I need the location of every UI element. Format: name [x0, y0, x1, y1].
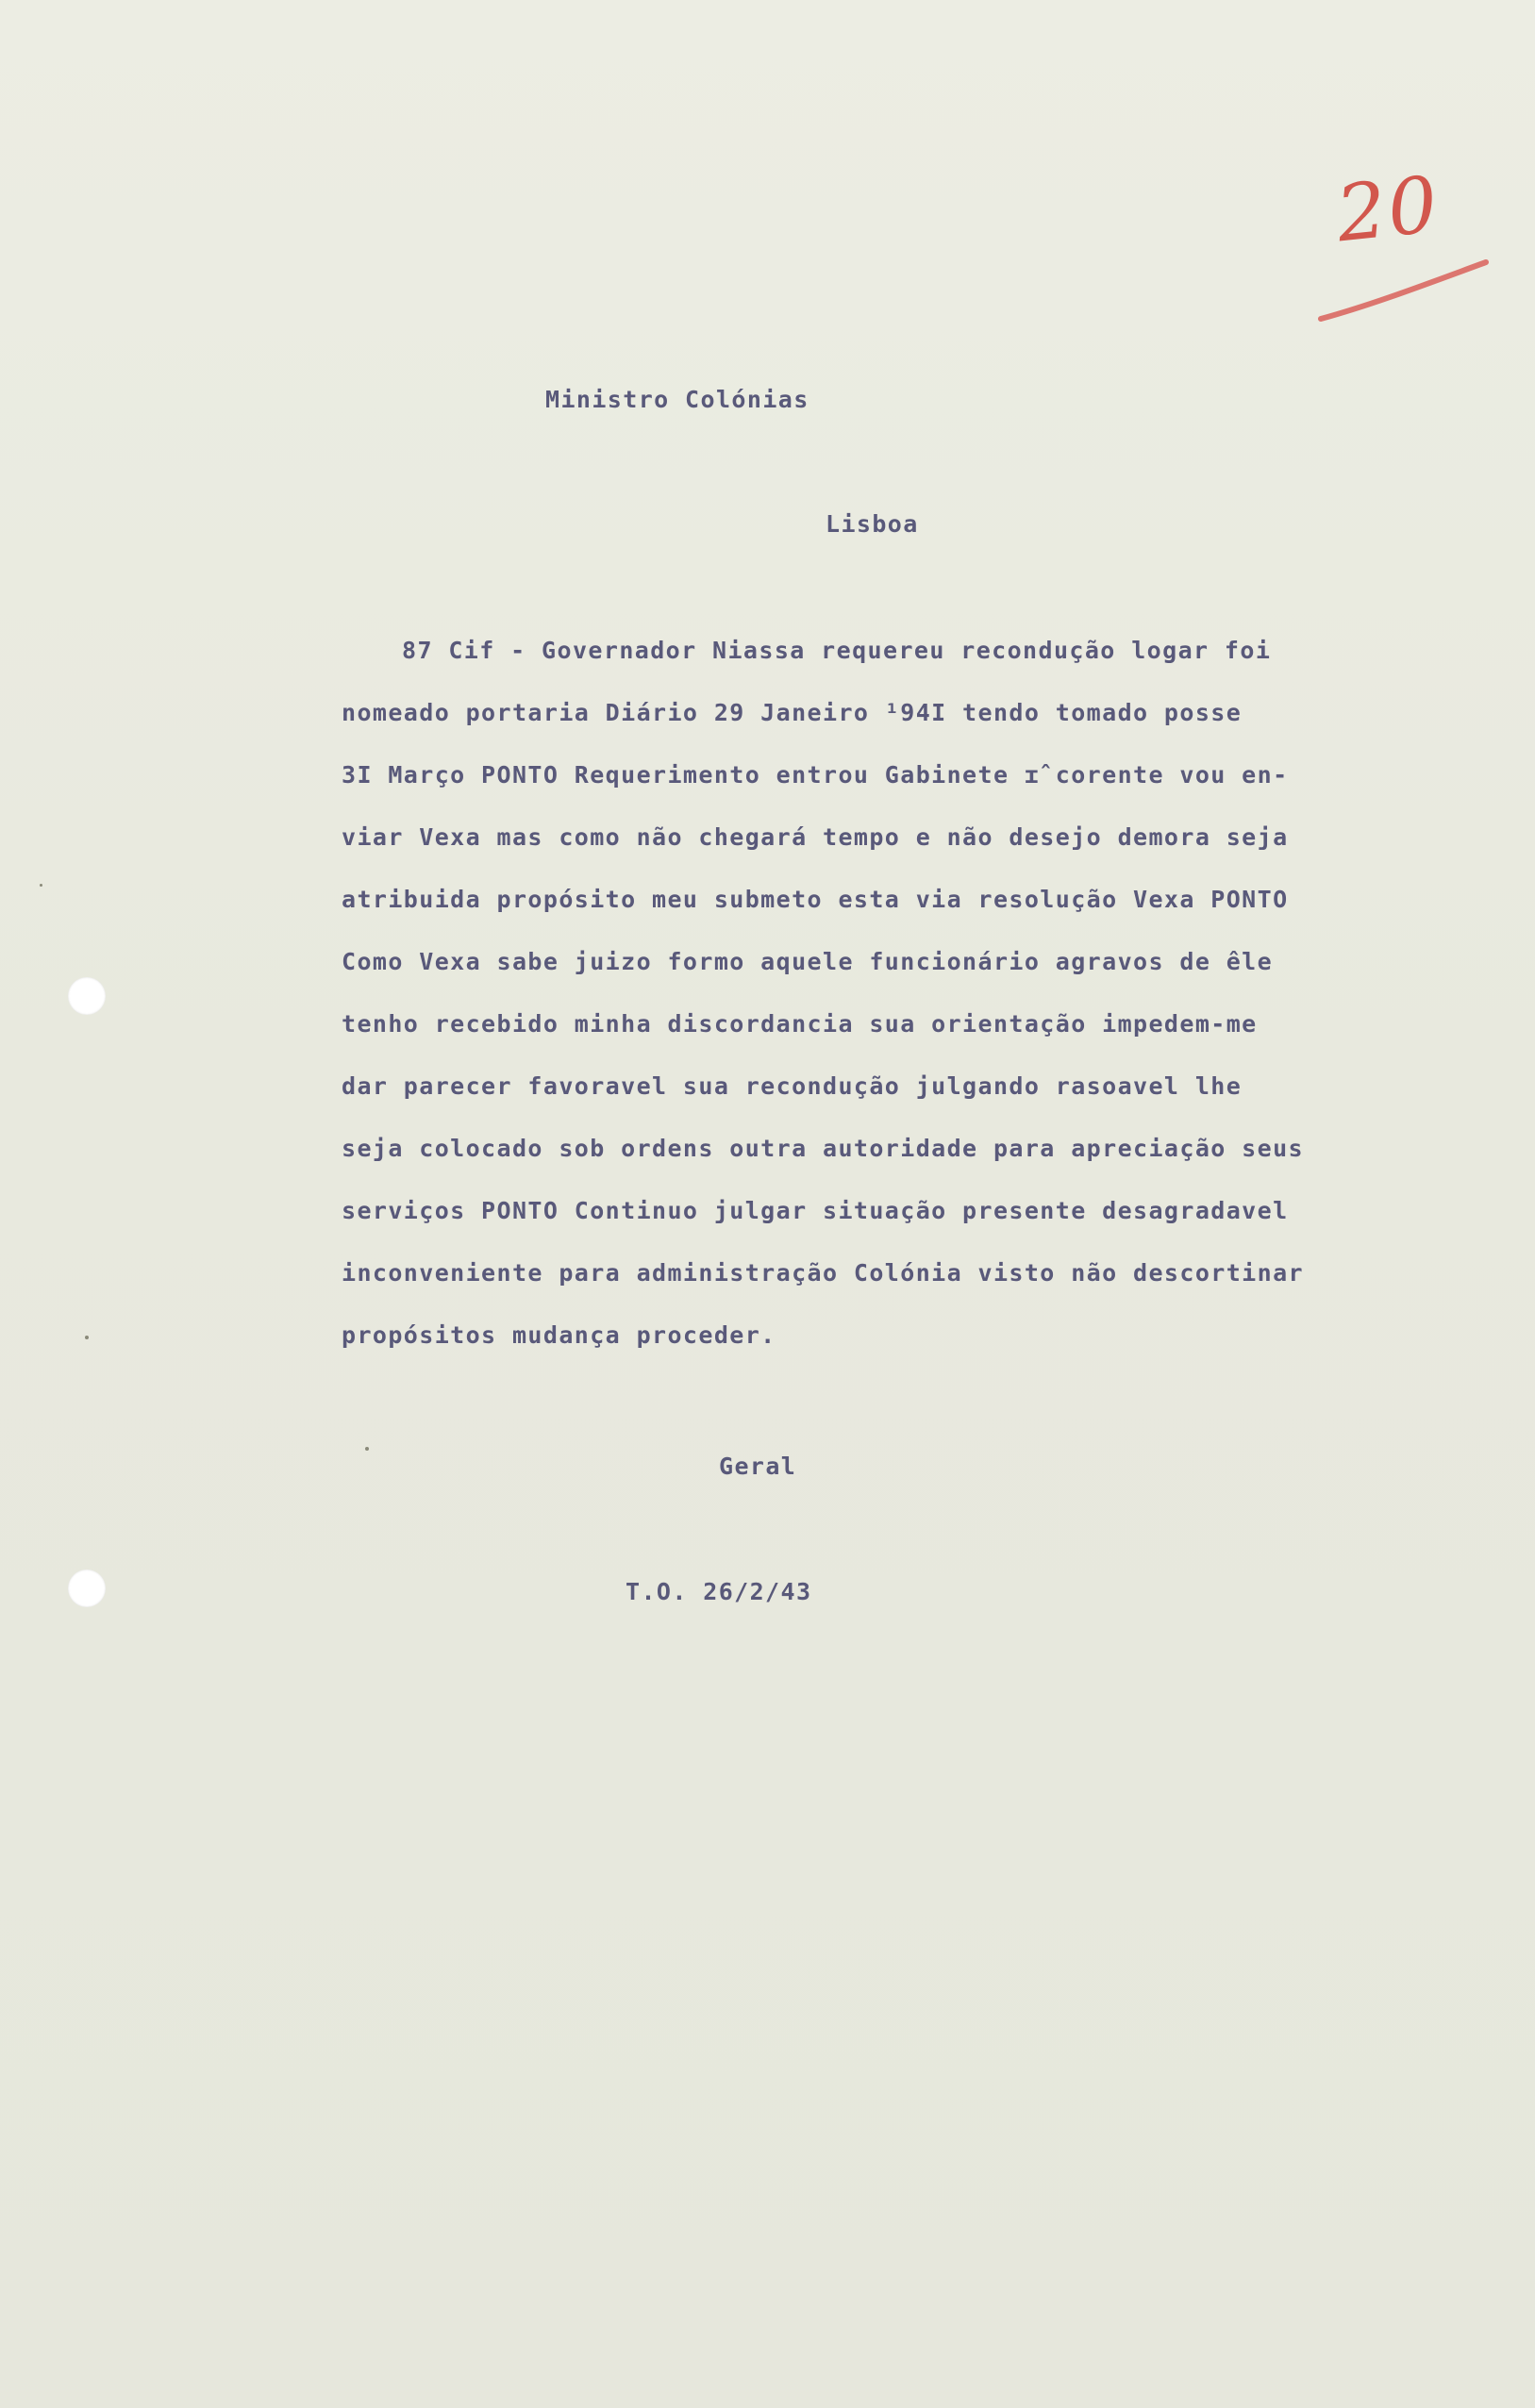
punch-hole-top — [68, 977, 106, 1015]
body-line: nomeado portaria Diário 29 Janeiro ¹94I tendo tomado posse — [342, 699, 1243, 726]
body-line: tenho recebido minha discordancia sua orientação impedem-me — [342, 1010, 1258, 1038]
paper-speck — [365, 1447, 369, 1451]
addressee: Ministro Colónias — [545, 386, 809, 413]
body-line: serviços PONTO Continuo julgar situação presente desagradavel — [342, 1197, 1289, 1224]
reference: T.O. 26/2/43 — [626, 1578, 812, 1605]
page-number: 20 — [1332, 159, 1444, 260]
paper-speck — [40, 884, 42, 887]
body-line: propósitos mudança proceder. — [342, 1321, 776, 1349]
body-line: inconveniente para administração Colónia visto não descortinar — [342, 1259, 1304, 1287]
signature: Geral — [719, 1453, 797, 1480]
body-line: Como Vexa sabe juizo formo aquele funcionário agravos de êle — [342, 948, 1274, 975]
body-line: atribuida propósito meu submeto esta via resolução Vexa PONTO — [342, 886, 1289, 913]
red-underline-stroke — [1316, 165, 1505, 335]
body-line: viar Vexa mas como não chegará tempo e não desejo demora seja — [342, 823, 1289, 851]
body-line: dar parecer favoravel sua recondução julgando rasoavel lhe — [342, 1072, 1243, 1100]
punch-hole-bottom — [68, 1569, 106, 1607]
body-line: 3I Março PONTO Requerimento entrou Gabinete ɪ̂ corente vou en- — [342, 761, 1289, 789]
paper-speck — [85, 1336, 89, 1339]
page-number-annotation — [1316, 159, 1505, 335]
location: Lisboa — [826, 510, 919, 538]
body-line: 87 Cif - Governador Niassa requereu recondução logar foi — [402, 637, 1272, 664]
body-line: seja colocado sob ordens outra autoridade para apreciação seus — [342, 1135, 1304, 1162]
